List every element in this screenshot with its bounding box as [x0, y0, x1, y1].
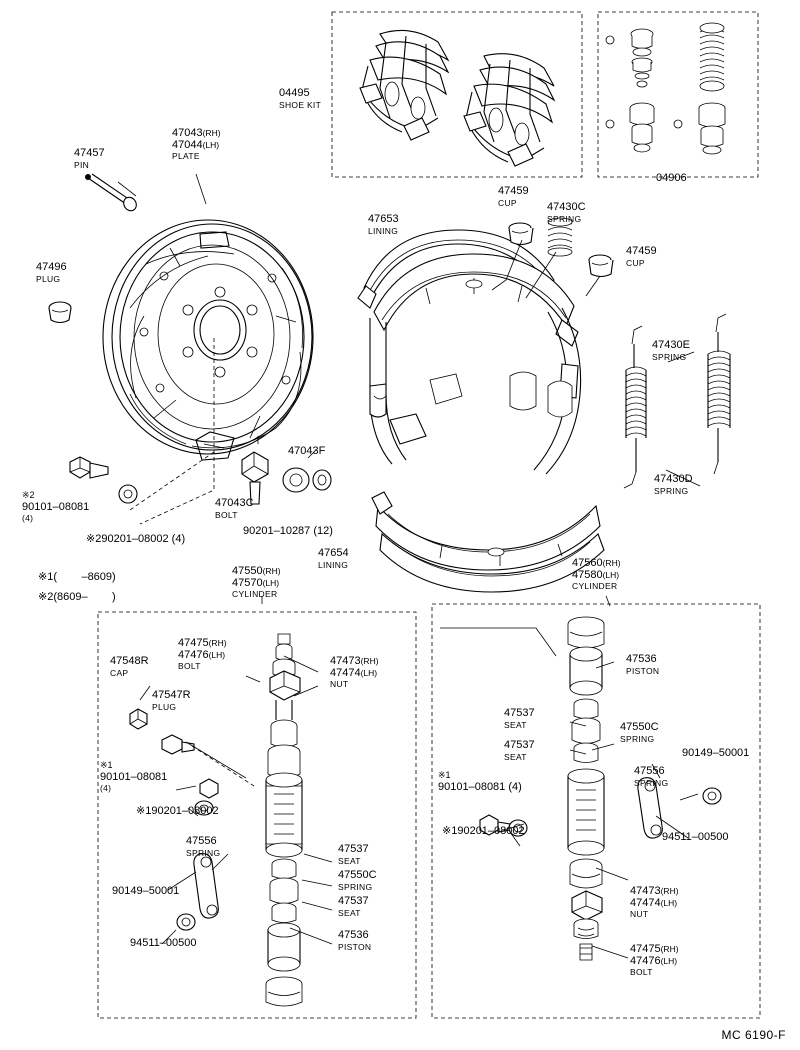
label-47537-seat-right-1: 47537 SEAT [504, 707, 535, 730]
label-47550C-left: 47550C SPRING [338, 869, 377, 892]
label-47473-nut-right: 47473(RH) 47474(LH) NUT [630, 885, 679, 919]
label-90149-50001-left: 90149–50001 [112, 885, 180, 897]
label-47430C: 47430C SPRING [547, 201, 586, 224]
label-47654: 47654 LINING [318, 547, 349, 570]
label-47547R: 47547R PLUG [152, 689, 191, 712]
label-290201-08002: ※290201–08002 (4) [86, 533, 186, 545]
drawing-code: MC 6190-F [721, 1028, 786, 1042]
label-47459-top: 47459 CUP [498, 185, 529, 208]
label-47473-nut-left: 47473(RH) 47474(LH) NUT [330, 655, 379, 689]
label-90101-08081-1-right: ※1 90101–08081 (4) [438, 770, 522, 793]
label-47548R: 47548R CAP [110, 655, 149, 678]
label-47043C: 47043C BOLT [215, 497, 254, 520]
label-47430D: 47430D SPRING [654, 473, 693, 496]
label-47475-bolt-left: 47475(RH) 47476(LH) BOLT [178, 637, 227, 671]
label-47459-right: 47459 CUP [626, 245, 657, 268]
label-190201-08002-right: ※190201–08002 [442, 825, 525, 837]
label-47536-piston-left: 47536 PISTON [338, 929, 372, 952]
label-47550-cylinder: 47550(RH) 47570(LH) CYLINDER [232, 565, 281, 599]
label-90201-10287: 90201–10287 (12) [243, 525, 333, 537]
label-47430E: 47430E SPRING [652, 339, 690, 362]
label-47536-piston-right: 47536 PISTON [626, 653, 660, 676]
label-47537-seat-left-2: 47537 SEAT [338, 895, 369, 918]
label-47457: 47457 PIN [74, 147, 105, 170]
note-1: ※1( –8609) [38, 571, 116, 583]
label-47043-plate: 47043(RH) 47044(LH) PLATE [172, 127, 221, 161]
note-2: ※2(8609– ) [38, 591, 116, 603]
label-90149-50001-right: 90149–50001 [682, 747, 750, 759]
label-90101-08081-1-left: ※1 90101–08081 (4) [100, 760, 168, 793]
label-94511-00500-left: 94511–00500 [130, 937, 197, 949]
label-90101-08081-2: ※2 90101–08081 (4) [22, 490, 90, 523]
label-47556-left: 47556 SPRING [186, 835, 221, 858]
label-47550C-right: 47550C SPRING [620, 721, 659, 744]
label-47560-cylinder: 47560(RH) 47580(LH) CYLINDER [572, 557, 621, 591]
label-47475-bolt-right: 47475(RH) 47476(LH) BOLT [630, 943, 679, 977]
label-47537-seat-right-2: 47537 SEAT [504, 739, 535, 762]
label-47653: 47653 LINING [368, 213, 399, 236]
label-47537-seat-left-1: 47537 SEAT [338, 843, 369, 866]
label-190201-08002-left: ※190201–08002 [136, 805, 219, 817]
label-47556-right: 47556 SPRING [634, 765, 669, 788]
label-47496: 47496 PLUG [36, 261, 67, 284]
label-04495: 04495 SHOE KIT [279, 87, 322, 110]
label-04906: 04906 [656, 172, 687, 184]
label-47043F: 47043F [288, 445, 326, 457]
label-94511-00500-right: 94511–00500 [662, 831, 729, 843]
